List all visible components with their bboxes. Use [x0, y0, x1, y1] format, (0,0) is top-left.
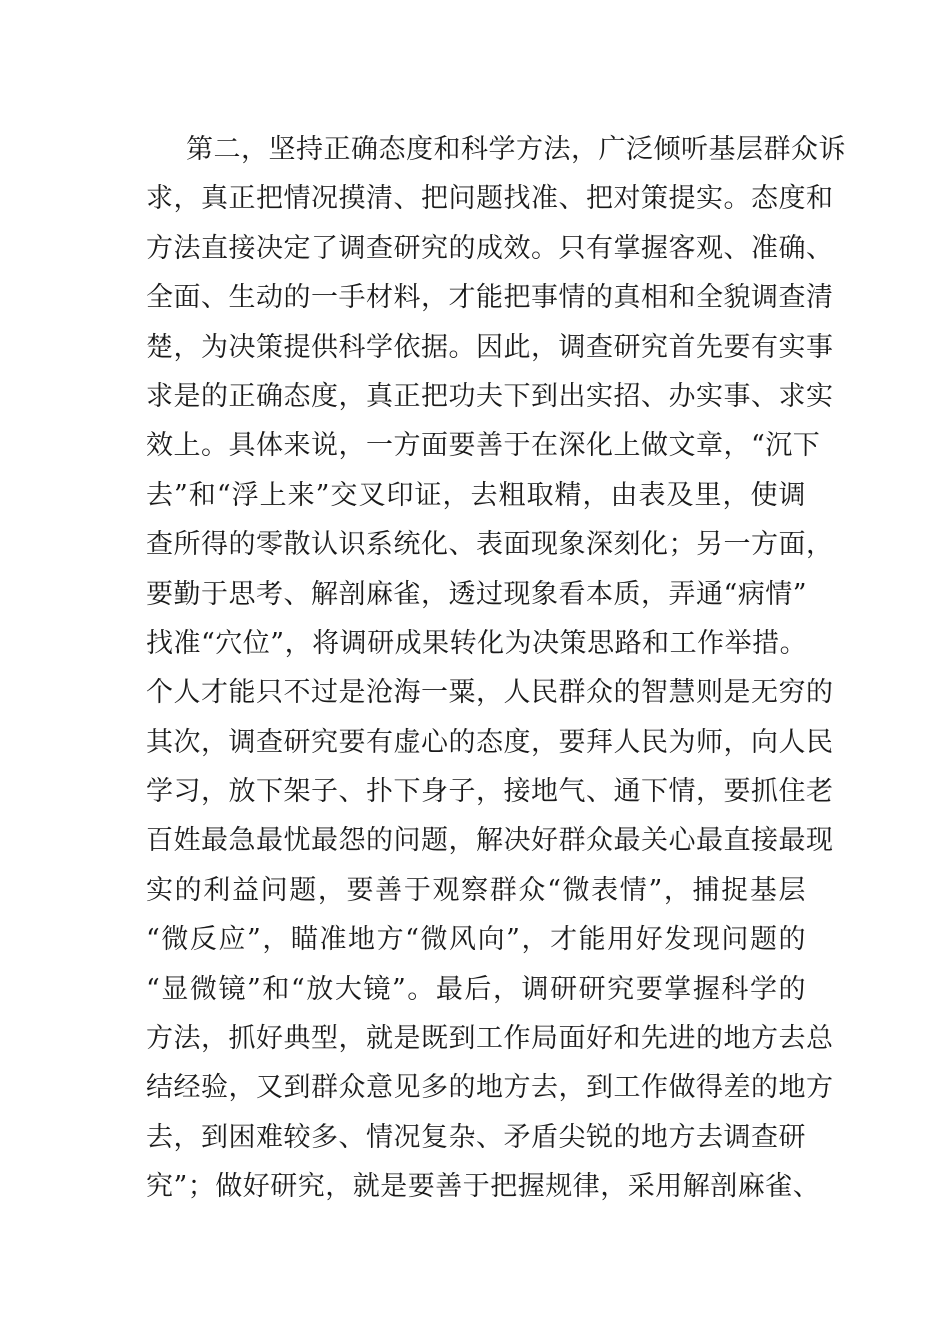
text-line: 结经验，又到群众意见多的地方去，到工作做得差的地方: [146, 1072, 834, 1104]
text-line: 找准“穴位”，将调研成果转化为决策思路和工作举措。: [146, 627, 808, 659]
text-line: 全面、生动的一手材料，才能把事情的真相和全貌调查清: [146, 282, 834, 314]
text-line: 要勤于思考、解剖麻雀，透过现象看本质，弄通“病情”: [146, 578, 808, 610]
text-line: 学习，放下架子、扑下身子，接地气、通下情，要抓住老: [146, 776, 834, 808]
text-line: 求是的正确态度，真正把功夫下到出实招、办实事、求实: [146, 380, 834, 412]
text-line: 百姓最急最忧最怨的问题，解决好群众最关心最直接最现: [146, 825, 834, 857]
text-line: 究”；做好研究，就是要善于把握规律，采用解剖麻雀、: [146, 1171, 821, 1203]
text-line: 查所得的零散认识系统化、表面现象深刻化；另一方面，: [146, 529, 834, 561]
text-line: 方法直接决定了调查研究的成效。只有掌握客观、准确、: [146, 232, 834, 264]
text-line: 方法，抓好典型，就是既到工作局面好和先进的地方去总: [146, 1023, 834, 1055]
text-line: 楚，为决策提供科学依据。因此，调查研究首先要有实事: [146, 331, 834, 363]
body-paragraph: [146, 125, 846, 1212]
text-line: 效上。具体来说，一方面要善于在深化上做文章，“沉下: [146, 430, 821, 462]
text-line: “微反应”，瞄准地方“微风向”，才能用好发现问题的: [146, 924, 806, 956]
text-line: 去”和“浮上来”交叉印证，去粗取精，由表及里，使调: [146, 479, 806, 511]
text-line: 其次，调查研究要有虚心的态度，要拜人民为师，向人民: [146, 726, 834, 758]
text-line: 个人才能只不过是沧海一粟，人民群众的智慧则是无穷的: [146, 677, 834, 709]
text-line: “显微镜”和“放大镜”。最后，调研研究要掌握科学的: [146, 973, 806, 1005]
text-line: 求，真正把情况摸清、把问题找准、把对策提实。态度和: [146, 183, 834, 215]
text-line: 第二，坚持正确态度和科学方法，广泛倾听基层群众诉: [186, 134, 846, 165]
text-line: 去，到困难较多、情况复杂、矛盾尖锐的地方去调查研: [146, 1121, 806, 1153]
text-line: 实的利益问题，要善于观察群众“微表情”，捕捉基层: [146, 874, 806, 906]
